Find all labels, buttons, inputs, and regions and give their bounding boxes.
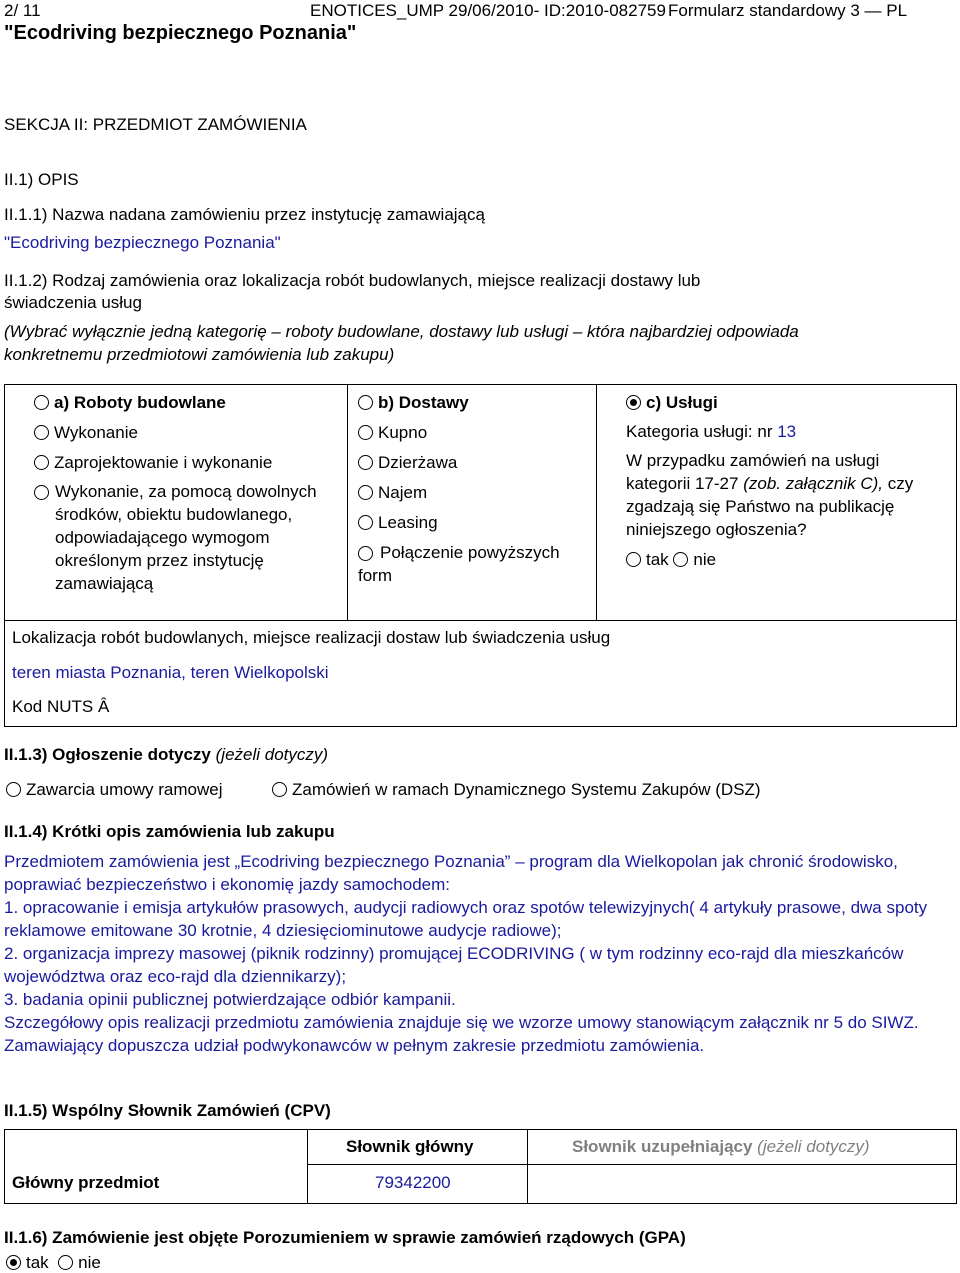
ii16-no-radio[interactable]	[58, 1255, 73, 1270]
cpv-divider-2	[527, 1129, 528, 1204]
supplies-opt1[interactable]	[358, 423, 427, 443]
ii16-choice	[6, 1253, 101, 1273]
ii13-opt1-text: Zawarcia umowy ramowej	[26, 780, 223, 799]
ii16-no-label: nie	[78, 1253, 101, 1272]
ii16-yes-radio[interactable]	[6, 1255, 21, 1270]
ii12-note-2: konkretnemu przedmiotowi zamówienia lub zakupu)	[4, 345, 395, 364]
ii13-opt1-radio[interactable]	[6, 782, 21, 797]
works-opt2[interactable]	[34, 453, 272, 473]
supplies-radio[interactable]	[358, 395, 373, 410]
ii12-label-1: II.1.2) Rodzaj zamówienia oraz lokalizacja robót budowlanych, miejsce realizacji dostawy lub	[4, 271, 701, 290]
cpv-col-supp-note: (jeżeli dotyczy)	[757, 1137, 870, 1156]
ii13-opt1[interactable]	[6, 780, 223, 800]
services-yes-label: tak	[646, 550, 669, 569]
services-question	[626, 449, 946, 541]
ii14-text: Przedmiotem zamówienia jest „Ecodriving bezpiecznego Poznania” – program dla Wielkopolan jak chronić środowisko, poprawiać bezpieczeństwo i ekonomię jazdy samochodem: 1. opracowanie i emisja artykułów prasowych, audycji radiowych oraz spotów telewizyjnych( 4 artykuły prasowe, dwa spoty reklamowe emitowane 30 krotnie, 4 dziesięciominutowe audycje radiowe); 2. organizacja imprezy masowej (piknik rodzinny) promującej ECODRIVING ( w tym rodzinny eco-rajd dla mieszkańców województwa oraz eco-rajd dla dziennikarzy); 3. badania opinii publicznej potwierdzające odbiór kampanii. Szczegółowy opis realizacji przedmiotu zamówienia znajduje się we wzorze umowy stanowiącym załącznik nr 5 do SIWZ. Zamawiający dopuszcza udział podwykonawców w pełnym zakresie przedmiotu zamówienia.	[4, 852, 928, 1055]
supplies-opt2[interactable]	[358, 453, 457, 473]
cpv-col-main: Słownik główny	[346, 1137, 474, 1156]
ii13-note: (jeżeli dotyczy)	[215, 745, 329, 764]
category-divider-2	[596, 384, 597, 621]
cpv-row-label: Główny przedmiot	[12, 1173, 160, 1192]
supplies-opt4-text: Leasing	[378, 513, 438, 532]
works-radio[interactable]	[34, 395, 49, 410]
works-opt3-radio-wrap[interactable]	[34, 483, 54, 503]
works-opt3-radio[interactable]	[34, 485, 49, 500]
works-opt2-text: Zaprojektowanie i wykonanie	[54, 453, 273, 472]
service-category	[626, 422, 796, 442]
ii11-label: II.1.1) Nazwa nadana zamówieniu przez instytucję zamawiającą	[4, 205, 485, 224]
supplies-opt4-radio[interactable]	[358, 515, 373, 530]
supplies-opt1-radio[interactable]	[358, 425, 373, 440]
services-yes-radio[interactable]	[626, 552, 641, 567]
notice-id: ENOTICES_UMP 29/06/2010- ID:2010-082759	[310, 1, 666, 20]
services-no-label: nie	[693, 550, 717, 569]
ii15-label: II.1.5) Wspólny Słownik Zamówień (CPV)	[4, 1101, 331, 1120]
supplies-opt2-radio[interactable]	[358, 455, 373, 470]
ii12-label-2: świadczenia usług	[4, 293, 142, 312]
supplies-opt3-text: Najem	[378, 483, 428, 502]
form-type: Formularz standardowy 3 — PL	[668, 1, 908, 20]
ii11-value: "Ecodriving bezpiecznego Poznania"	[4, 233, 281, 252]
nuts-label: Kod NUTS Â	[12, 697, 110, 716]
ii13-opt2[interactable]	[272, 780, 761, 800]
services-question-ref: (zob. załącznik C),	[743, 474, 884, 493]
page-number: 2/ 11	[4, 1, 41, 20]
services-radio[interactable]	[626, 395, 641, 410]
supplies-title-text: b) Dostawy	[378, 393, 469, 412]
ii13-opt2-text: Zamówień w ramach Dynamicznego Systemu Zakupów (DSZ)	[292, 780, 761, 799]
services-question-2: czy zgadzają się Państwo na publikację niniejszego ogłoszenia?	[626, 474, 914, 539]
category-divider-1	[347, 384, 348, 621]
section-title: SEKCJA II: PRZEDMIOT ZAMÓWIENIA	[4, 115, 307, 134]
supplies-opt3-radio[interactable]	[358, 485, 373, 500]
works-opt2-radio[interactable]	[34, 455, 49, 470]
document-title: "Ecodriving bezpiecznego Poznania"	[4, 22, 357, 44]
ii16-label: II.1.6) Zamówienie jest objęte Porozumieniem w sprawie zamówień rządowych (GPA)	[4, 1228, 686, 1247]
works-title[interactable]	[34, 393, 226, 413]
location-label: Lokalizacja robót budowlanych, miejsce realizacji dostaw lub świadczenia usług	[12, 628, 611, 647]
works-opt1-text: Wykonanie	[54, 423, 138, 442]
works-opt1-radio[interactable]	[34, 425, 49, 440]
location-value: teren miasta Poznania, teren Wielkopolski	[12, 663, 329, 682]
ii13-label: II.1.3) Ogłoszenie dotyczy	[4, 745, 211, 764]
services-title-text: c) Usługi	[646, 393, 718, 412]
works-opt1[interactable]	[34, 423, 138, 443]
cpv-col-supp	[572, 1137, 870, 1157]
ii13-heading	[4, 745, 328, 765]
supplies-opt4[interactable]	[358, 513, 438, 533]
ii13-opt2-radio[interactable]	[272, 782, 287, 797]
ii16-yes-label: tak	[26, 1253, 49, 1272]
services-publish-choice	[626, 550, 716, 570]
supplies-opt3[interactable]	[358, 483, 427, 503]
cpv-divider-h	[307, 1164, 957, 1165]
supplies-title[interactable]	[358, 393, 469, 413]
cpv-row-value: 79342200	[375, 1173, 451, 1192]
service-category-label: Kategoria usługi: nr	[626, 422, 773, 441]
ii12-note-1: (Wybrać wyłącznie jedną kategorię – roboty budowlane, dostawy lub usługi – która najbardziej odpowiada	[4, 322, 799, 341]
supplies-opt5-text: Połączenie powyższych form	[358, 543, 560, 585]
cpv-col-supp-label: Słownik uzupełniający	[572, 1137, 753, 1156]
works-opt3-text: Wykonanie, za pomocą dowolnych środków, obiektu budowlanego, odpowiadającego wymogom określonym przez instytucję zamawiającą	[55, 482, 317, 593]
section-ii1: II.1) OPIS	[4, 170, 79, 189]
cpv-divider-1	[307, 1129, 308, 1204]
supplies-opt2-text: Dzierżawa	[378, 453, 458, 472]
services-question-1: W przypadku zamówień na usługi kategorii 17-27	[626, 451, 880, 493]
category-divider-h	[4, 620, 957, 621]
services-no-radio[interactable]	[673, 552, 688, 567]
service-category-value: 13	[777, 422, 797, 441]
works-title-text: a) Roboty budowlane	[54, 393, 226, 412]
services-title[interactable]	[626, 393, 718, 413]
supplies-opt1-text: Kupno	[378, 423, 428, 442]
ii14-label: II.1.4) Krótki opis zamówienia lub zakupu	[4, 822, 335, 841]
